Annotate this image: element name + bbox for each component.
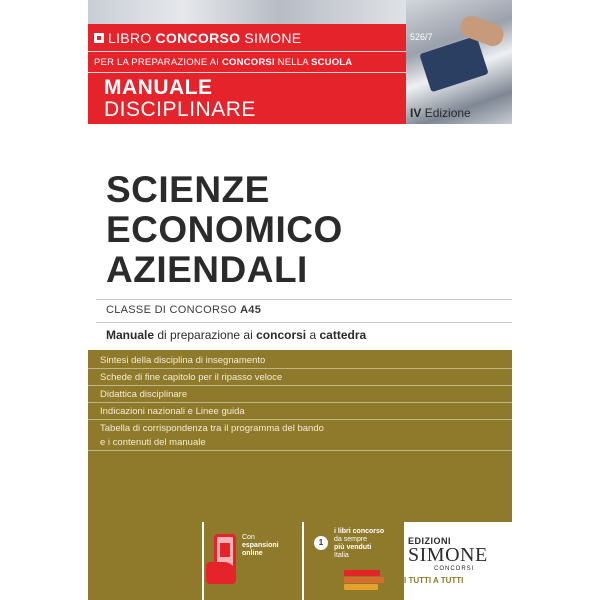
header-divider-2 — [88, 72, 406, 73]
rule-top — [96, 299, 512, 300]
number-one-badge: 1 — [314, 536, 328, 550]
bestseller-text: i libri concorso da sempre più venduti Italia — [334, 528, 385, 559]
feature-item: Sintesi della disciplina di insegnamento — [88, 354, 512, 369]
brand-prefix: LIBRO — [108, 30, 152, 46]
books-stack-icon — [344, 570, 384, 591]
header-divider — [88, 51, 406, 52]
book-cover — [88, 0, 512, 600]
series-subtitle: DISCIPLINARE — [104, 98, 256, 121]
feature-item: Didattica disciplinare — [88, 388, 512, 403]
tablet-image — [419, 36, 488, 93]
hand-icon — [206, 562, 236, 584]
brand-suffix: SIMONE — [244, 30, 302, 46]
book-code: 526/7 — [410, 32, 433, 42]
feature-item: Schede di fine capitolo per il ripasso veloce — [88, 371, 512, 386]
cover-photo-top — [88, 0, 406, 24]
feature-item: Tabella di corrispondenza tra il programma del bando e i contenuti del manuale — [88, 422, 512, 451]
title-line-3: AZIENDALI — [106, 249, 308, 290]
footer-left-block — [88, 522, 202, 600]
cover-footer — [88, 522, 512, 600]
bestseller-block — [304, 522, 404, 600]
simone-logo: EDIZIONI SIMONE CONCORSI — [408, 536, 488, 572]
tagline: I TUTTI A TUTTI — [404, 576, 464, 585]
title-line-2: ECONOMICO — [106, 209, 343, 250]
manual-description: Manuale di preparazione ai concorsi a cattedra — [106, 328, 367, 342]
publisher-brand — [94, 30, 301, 46]
feature-item: Indicazioni nazionali e Linee guida — [88, 405, 512, 420]
features-panel — [88, 350, 512, 522]
rule-bottom — [96, 322, 512, 323]
publisher-logo-icon — [94, 33, 104, 43]
prep-line: PER LA PREPARAZIONE AI CONCORSI NELLA SCUOLA — [94, 57, 353, 68]
series-title: MANUALE — [104, 76, 213, 99]
classe-concorso: CLASSE DI CONCORSO A45 — [106, 304, 262, 316]
edition-label: IV Edizione — [410, 106, 471, 120]
online-expansion-block — [204, 522, 302, 600]
brand-bold: CONCORSO — [155, 30, 241, 46]
header-band — [88, 24, 406, 124]
online-expansion-text: Con espansioni online — [242, 534, 279, 557]
title-line-1: SCIENZE — [106, 169, 270, 210]
book-title — [106, 170, 343, 290]
